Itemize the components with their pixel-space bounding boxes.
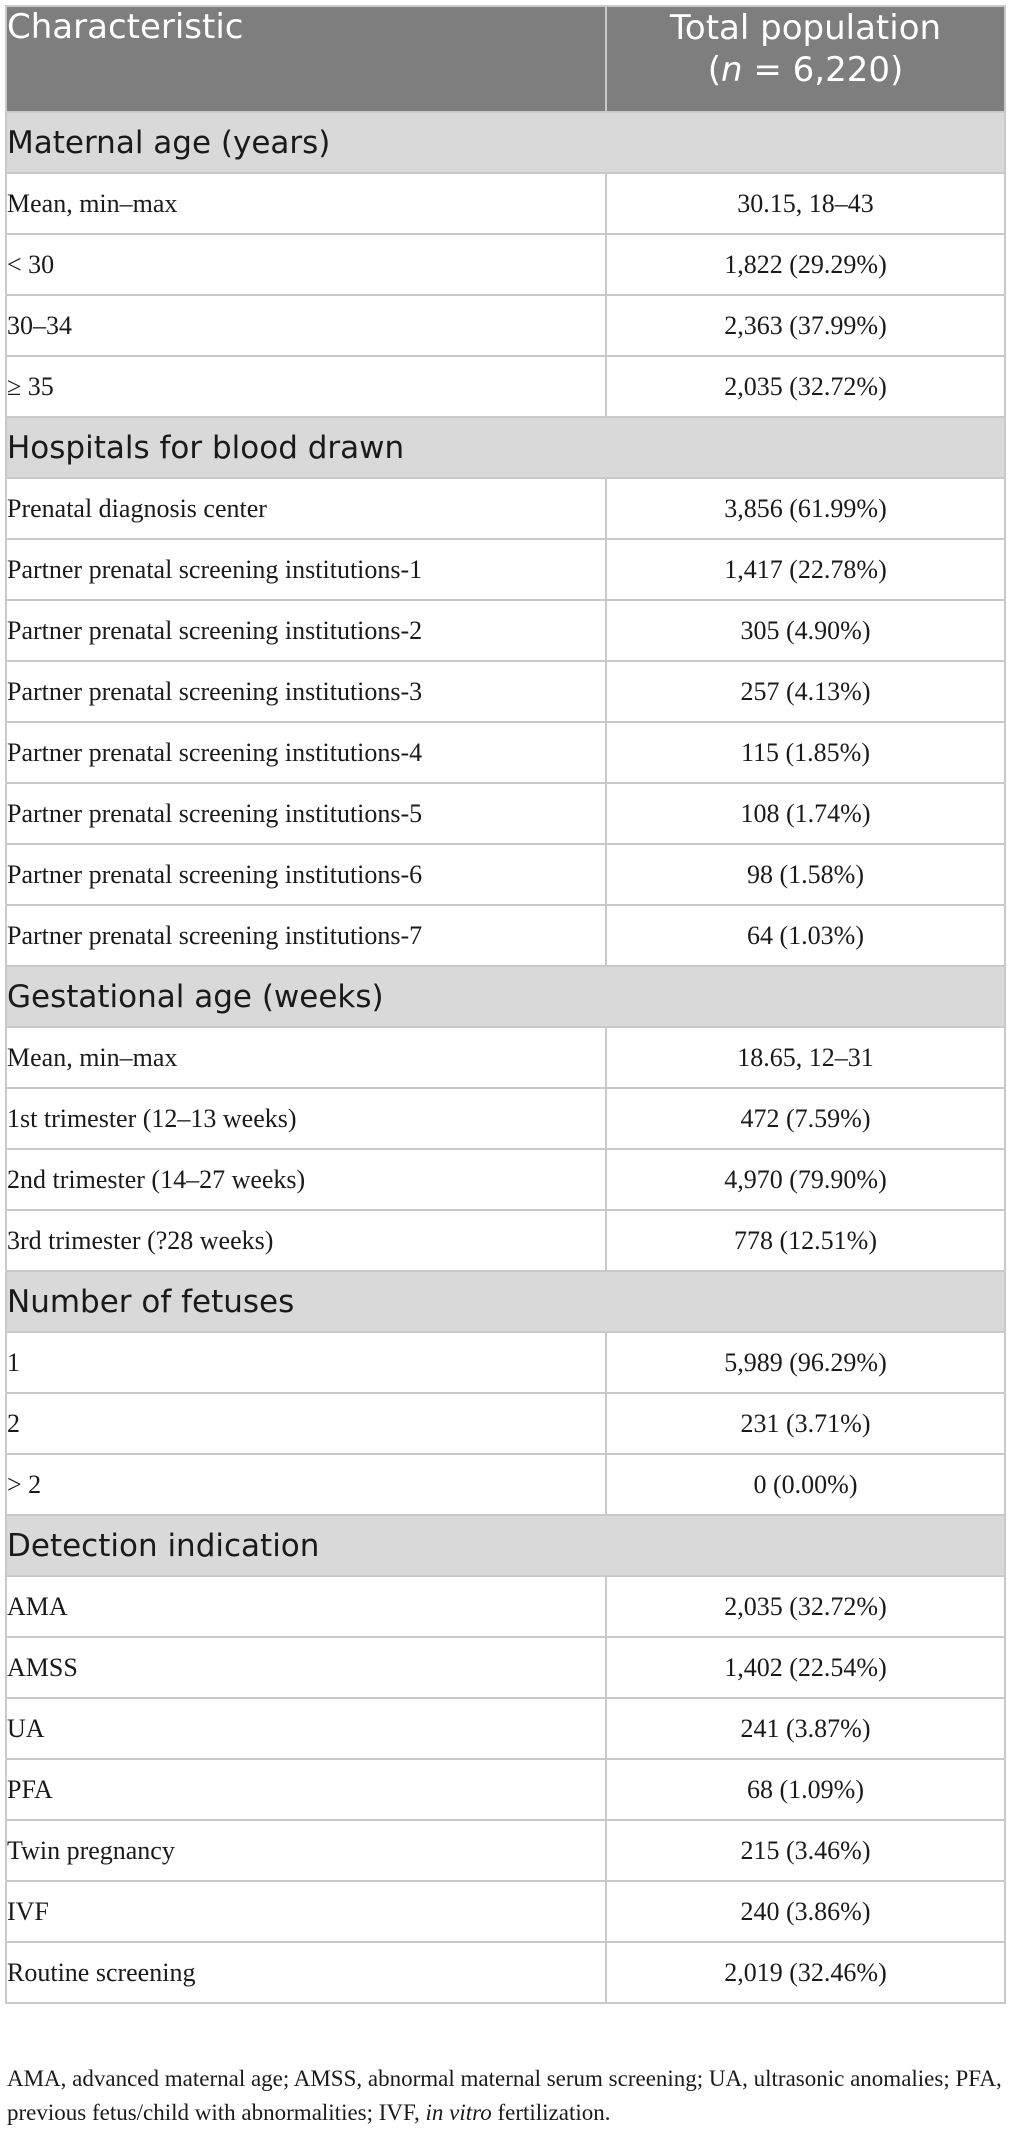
row-value: 305 (4.90%) — [606, 600, 1005, 661]
section-header-row — [6, 1271, 1005, 1332]
section-title: Hospitals for blood drawn — [6, 417, 1005, 478]
table-row — [6, 844, 1005, 905]
row-label: 3rd trimester (?28 weeks) — [6, 1210, 606, 1271]
table-row — [6, 1332, 1005, 1393]
row-label: > 2 — [6, 1454, 606, 1515]
table-row — [6, 1820, 1005, 1881]
table-row — [6, 783, 1005, 844]
row-value: 1,417 (22.78%) — [606, 539, 1005, 600]
row-label: Partner prenatal screening institutions-5 — [6, 783, 606, 844]
header-n-open: ( — [707, 50, 721, 90]
row-value: 98 (1.58%) — [606, 844, 1005, 905]
row-value: 215 (3.46%) — [606, 1820, 1005, 1881]
section-header-row — [6, 966, 1005, 1027]
row-value: 2,019 (32.46%) — [606, 1942, 1005, 2003]
row-label: ≥ 35 — [6, 356, 606, 417]
header-total-label: Total population — [669, 8, 942, 48]
table-row — [6, 1088, 1005, 1149]
table-row — [6, 1393, 1005, 1454]
row-label: UA — [6, 1698, 606, 1759]
row-label: Routine screening — [6, 1942, 606, 2003]
row-value: 5,989 (96.29%) — [606, 1332, 1005, 1393]
row-label: 2nd trimester (14–27 weeks) — [6, 1149, 606, 1210]
table-row — [6, 722, 1005, 783]
row-value: 1,402 (22.54%) — [606, 1637, 1005, 1698]
table-row — [6, 173, 1005, 234]
row-label: 1st trimester (12–13 weeks) — [6, 1088, 606, 1149]
row-label: Partner prenatal screening institutions-3 — [6, 661, 606, 722]
table-row — [6, 661, 1005, 722]
section-header-row — [6, 417, 1005, 478]
row-label: IVF — [6, 1881, 606, 1942]
section-title: Gestational age (weeks) — [6, 966, 1005, 1027]
row-value: 2,035 (32.72%) — [606, 1576, 1005, 1637]
row-label: 2 — [6, 1393, 606, 1454]
table-footnote — [7, 2062, 1007, 2130]
row-label: Mean, min–max — [6, 173, 606, 234]
row-value: 231 (3.71%) — [606, 1393, 1005, 1454]
row-value: 68 (1.09%) — [606, 1759, 1005, 1820]
table-row — [6, 905, 1005, 966]
table-row — [6, 1942, 1005, 2003]
footnote-italic: in vitro — [425, 2100, 492, 2125]
table-body — [6, 112, 1005, 2003]
row-label: Prenatal diagnosis center — [6, 478, 606, 539]
row-value: 240 (3.86%) — [606, 1881, 1005, 1942]
section-header-row — [6, 112, 1005, 173]
table-header-row — [6, 6, 1005, 112]
row-label: Partner prenatal screening institutions-6 — [6, 844, 606, 905]
row-value: 108 (1.74%) — [606, 783, 1005, 844]
row-value: 241 (3.87%) — [606, 1698, 1005, 1759]
row-value: 64 (1.03%) — [606, 905, 1005, 966]
row-value: 1,822 (29.29%) — [606, 234, 1005, 295]
header-characteristic: Characteristic — [6, 6, 606, 112]
row-label: < 30 — [6, 234, 606, 295]
section-title: Number of fetuses — [6, 1271, 1005, 1332]
section-title: Maternal age (years) — [6, 112, 1005, 173]
table-row — [6, 1881, 1005, 1942]
row-value: 472 (7.59%) — [606, 1088, 1005, 1149]
row-value: 4,970 (79.90%) — [606, 1149, 1005, 1210]
row-value: 257 (4.13%) — [606, 661, 1005, 722]
row-label: Partner prenatal screening institutions-7 — [6, 905, 606, 966]
row-label: Partner prenatal screening institutions-2 — [6, 600, 606, 661]
row-value: 0 (0.00%) — [606, 1454, 1005, 1515]
section-header-row — [6, 1515, 1005, 1576]
row-value: 2,363 (37.99%) — [606, 295, 1005, 356]
row-label: PFA — [6, 1759, 606, 1820]
table-row — [6, 1698, 1005, 1759]
section-title: Detection indication — [6, 1515, 1005, 1576]
row-label: AMSS — [6, 1637, 606, 1698]
row-value: 30.15, 18–43 — [606, 173, 1005, 234]
characteristics-table — [5, 5, 1006, 2004]
table-row — [6, 1454, 1005, 1515]
table-row — [6, 295, 1005, 356]
row-value: 115 (1.85%) — [606, 722, 1005, 783]
table-row — [6, 1149, 1005, 1210]
footnote-text: AMA, advanced maternal age; AMSS, abnormal maternal serum screening; UA, ultrasonic anomalies; PFA, previous fetus/child with abnormalities; IVF, — [7, 2066, 1002, 2125]
row-label: 30–34 — [6, 295, 606, 356]
header-n-value: = 6,220) — [742, 50, 904, 90]
row-label: Mean, min–max — [6, 1027, 606, 1088]
table-row — [6, 478, 1005, 539]
row-value: 2,035 (32.72%) — [606, 356, 1005, 417]
table-row — [6, 1576, 1005, 1637]
footnote-text-end: fertilization. — [491, 2100, 611, 2125]
header-total-population — [606, 6, 1005, 112]
row-label: AMA — [6, 1576, 606, 1637]
header-n-symbol: n — [721, 50, 743, 90]
table-row — [6, 539, 1005, 600]
row-value: 18.65, 12–31 — [606, 1027, 1005, 1088]
table-row — [6, 1637, 1005, 1698]
row-label: 1 — [6, 1332, 606, 1393]
table-row — [6, 356, 1005, 417]
table-row — [6, 1027, 1005, 1088]
table-row — [6, 234, 1005, 295]
row-label: Partner prenatal screening institutions-4 — [6, 722, 606, 783]
table-row — [6, 1210, 1005, 1271]
row-value: 778 (12.51%) — [606, 1210, 1005, 1271]
row-value: 3,856 (61.99%) — [606, 478, 1005, 539]
table-row — [6, 600, 1005, 661]
table-row — [6, 1759, 1005, 1820]
row-label: Twin pregnancy — [6, 1820, 606, 1881]
row-label: Partner prenatal screening institutions-1 — [6, 539, 606, 600]
